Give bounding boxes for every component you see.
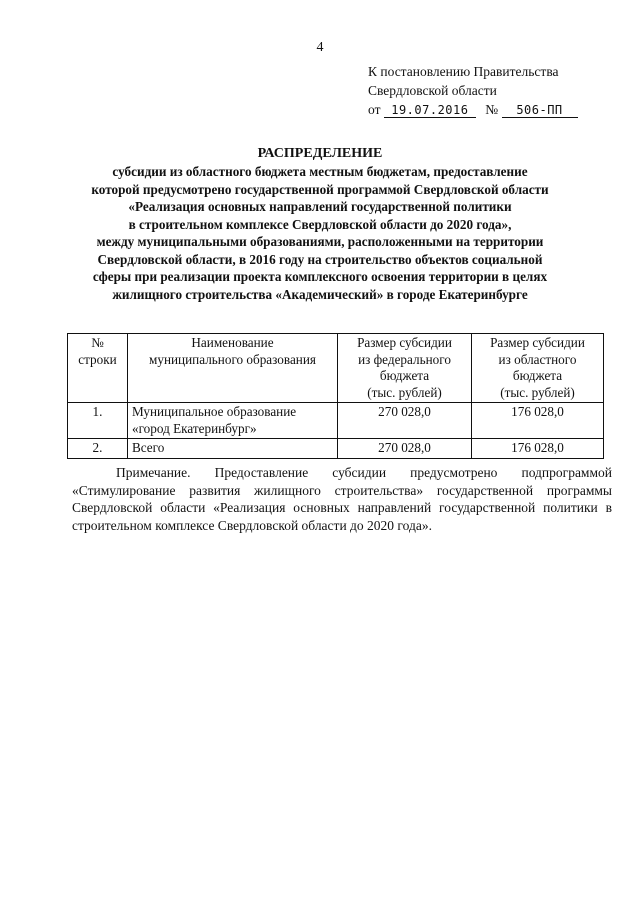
header-federal-subsidy — [338, 334, 472, 403]
header-text: (тыс. рублей) — [500, 384, 575, 400]
header-text: строки — [78, 351, 117, 367]
federal-amount-cell: 270 028,0 — [338, 403, 472, 439]
header-text: муниципального образования — [149, 351, 316, 367]
header-text: бюджета — [379, 368, 430, 383]
header-text: № — [91, 335, 104, 350]
regional-amount-cell: 176 028,0 — [472, 439, 604, 459]
header-row-number — [68, 334, 128, 403]
cell-text: Всего — [132, 440, 165, 455]
addressee-line-2: Свердловской области — [368, 83, 497, 98]
number-sign: № — [485, 102, 499, 117]
subtitle-line: сферы при реализации проекта комплексного освоения территории в целях — [92, 269, 548, 284]
cell-text: «город Екатеринбург» — [132, 420, 257, 436]
footnote-block — [72, 464, 612, 534]
municipality-cell — [128, 403, 338, 439]
table-row-total — [68, 439, 604, 459]
table-header-row — [68, 334, 604, 403]
header-regional-subsidy — [472, 334, 604, 403]
subtitle-line: «Реализация основных направлений государственной политики — [128, 199, 512, 214]
document-subtitle — [60, 163, 580, 303]
page-number: 4 — [316, 40, 324, 55]
header-text: Наименование — [191, 335, 274, 350]
from-prefix: от — [368, 102, 381, 117]
header-text: Размер субсидии — [490, 335, 585, 350]
footnote-text: Примечание. Предоставление субсидии предусмотрено подпрограммой «Стимулирование развития жилищного строительства» государственной программы Свердловской области «Реализация основных направлений государственной политики в строительном комплексе Свердловской области до 2020 года». — [72, 465, 612, 533]
header-text: из федерального — [358, 351, 451, 367]
document-title: РАСПРЕДЕЛЕНИЕ — [257, 146, 383, 161]
federal-amount-cell: 270 028,0 — [338, 439, 472, 459]
addressee-block — [368, 62, 578, 119]
subtitle-line: в строительном комплексе Свердловской области до 2020 года», — [128, 216, 512, 232]
date-number-line — [368, 100, 578, 119]
header-municipality — [128, 334, 338, 403]
subtitle-line: субсидии из областного бюджета местным бюджетам, предоставление — [112, 164, 528, 179]
regional-amount-cell: 176 028,0 — [472, 403, 604, 439]
subsidy-distribution-table — [67, 333, 604, 459]
subtitle-line: Свердловской области, в 2016 году на строительство объектов социальной — [97, 251, 543, 267]
subtitle-line: которой предусмотрено государственной программой Свердловской области — [91, 181, 549, 197]
subtitle-line: жилищного строительства «Академический» в городе Екатеринбурге — [112, 286, 528, 302]
header-text: (тыс. рублей) — [367, 384, 442, 400]
addressee-line-1: К постановлению Правительства — [368, 64, 559, 79]
header-text: бюджета — [512, 368, 563, 383]
row-number-cell: 1. — [68, 403, 128, 439]
header-text: Размер субсидии — [357, 335, 452, 350]
subtitle-line: между муниципальными образованиями, расположенными на территории — [96, 234, 544, 249]
header-text: из областного — [498, 351, 577, 367]
table-row — [68, 403, 604, 439]
cell-text: Муниципальное образование — [132, 404, 297, 419]
municipality-cell — [128, 439, 338, 459]
document-number: 506-ПП — [502, 103, 578, 118]
document-date: 19.07.2016 — [384, 103, 476, 118]
row-number-cell: 2. — [68, 439, 128, 459]
